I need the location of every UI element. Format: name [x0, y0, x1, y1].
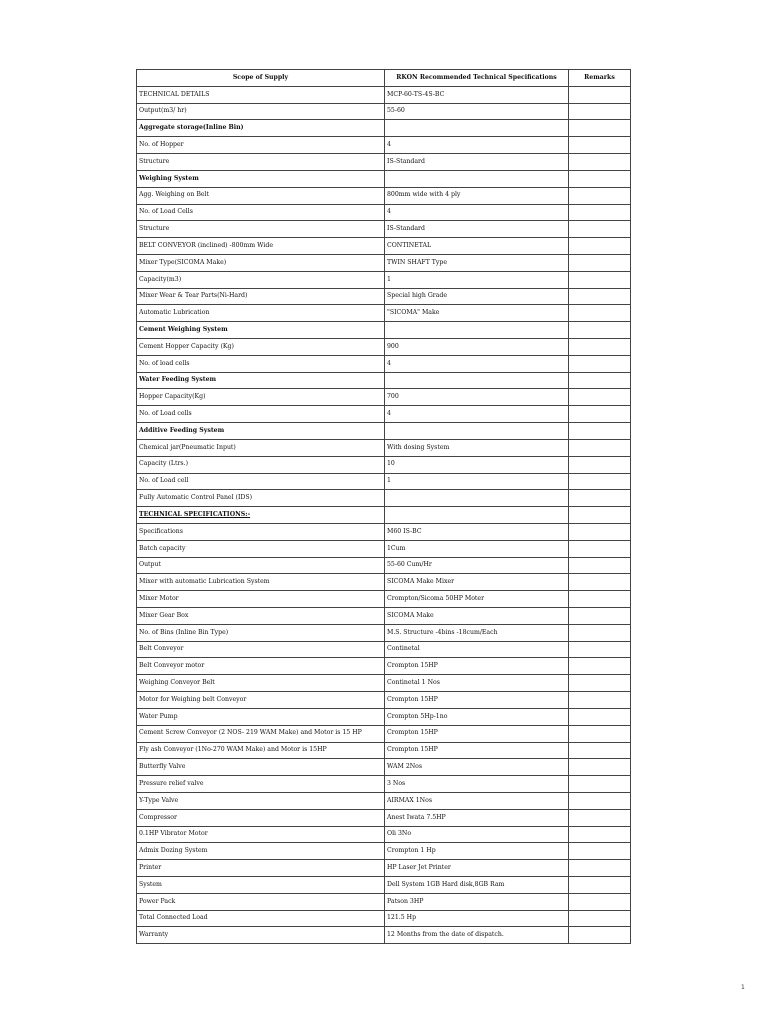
- remarks-cell: [569, 238, 631, 255]
- spec-cell: "SICOMA" Make: [385, 305, 569, 322]
- scope-cell: Aggregate storage(Inline Bin): [137, 120, 385, 137]
- remarks-cell: [569, 154, 631, 171]
- table-row: [137, 103, 631, 120]
- page-number: 1: [741, 984, 745, 991]
- header-scope-of-supply: Scope of Supply: [137, 70, 385, 87]
- scope-cell: Compressor: [137, 809, 385, 826]
- remarks-cell: [569, 423, 631, 440]
- scope-cell: Belt Conveyor motor: [137, 658, 385, 675]
- remarks-cell: [569, 692, 631, 709]
- spec-cell: M.S. Structure -4bins -18cum/Each: [385, 624, 569, 641]
- scope-cell: Agg. Weighing on Belt: [137, 187, 385, 204]
- spec-cell: Dell System 1GB Hard disk,8GB Ram: [385, 877, 569, 894]
- remarks-cell: [569, 809, 631, 826]
- scope-cell: Pressure relief valve: [137, 776, 385, 793]
- scope-cell: Cement Weighing System: [137, 322, 385, 339]
- spec-cell: Continetal 1 Nos: [385, 675, 569, 692]
- remarks-cell: [569, 658, 631, 675]
- spec-cell: [385, 170, 569, 187]
- spec-cell: With dosing System: [385, 439, 569, 456]
- remarks-cell: [569, 708, 631, 725]
- remarks-cell: [569, 137, 631, 154]
- remarks-cell: [569, 271, 631, 288]
- remarks-cell: [569, 406, 631, 423]
- table-row: [137, 288, 631, 305]
- scope-cell: Fully Automatic Control Panel (IDS): [137, 490, 385, 507]
- remarks-cell: [569, 170, 631, 187]
- remarks-cell: [569, 120, 631, 137]
- remarks-cell: [569, 910, 631, 927]
- scope-cell: Y-Type Valve: [137, 792, 385, 809]
- remarks-cell: [569, 254, 631, 271]
- spec-cell: 700: [385, 389, 569, 406]
- remarks-cell: [569, 86, 631, 103]
- table-row: [137, 675, 631, 692]
- table-row: [137, 120, 631, 137]
- table-row: [137, 776, 631, 793]
- scope-cell: Belt Conveyor: [137, 641, 385, 658]
- table-row: [137, 809, 631, 826]
- spec-cell: 1Cum: [385, 540, 569, 557]
- spec-cell: 4: [385, 137, 569, 154]
- spec-cell: SICOMA Make: [385, 608, 569, 625]
- scope-cell: Chemical jar(Pneumatic Input): [137, 439, 385, 456]
- remarks-cell: [569, 540, 631, 557]
- scope-cell: No. of Load cell: [137, 473, 385, 490]
- remarks-cell: [569, 221, 631, 238]
- scope-cell: Cement Screw Conveyor (2 NOS- 219 WAM Make) and Motor is 15 HP: [137, 725, 385, 742]
- scope-cell: Capacity(m3): [137, 271, 385, 288]
- scope-cell: Printer: [137, 860, 385, 877]
- table-row: [137, 456, 631, 473]
- scope-cell: Admix Dozing System: [137, 843, 385, 860]
- remarks-cell: [569, 776, 631, 793]
- spec-cell: [385, 507, 569, 524]
- spec-cell: AIRMAX 1Nos: [385, 792, 569, 809]
- spec-cell: MCP-60-TS-4S-BC: [385, 86, 569, 103]
- scope-cell: Hopper Capacity(Kg): [137, 389, 385, 406]
- remarks-cell: [569, 877, 631, 894]
- table-row: [137, 154, 631, 171]
- spec-cell: 55-60 Cum/Hr: [385, 557, 569, 574]
- remarks-cell: [569, 608, 631, 625]
- scope-cell: Power Pack: [137, 893, 385, 910]
- spec-cell: IS-Standard: [385, 221, 569, 238]
- scope-cell: Capacity (Ltrs.): [137, 456, 385, 473]
- spec-cell: 4: [385, 204, 569, 221]
- spec-cell: 1: [385, 271, 569, 288]
- scope-cell: Mixer with automatic Lubrication System: [137, 574, 385, 591]
- remarks-cell: [569, 826, 631, 843]
- table-row: [137, 238, 631, 255]
- table-body: [137, 86, 631, 943]
- remarks-cell: [569, 675, 631, 692]
- scope-cell: Cement Hopper Capacity (Kg): [137, 339, 385, 356]
- remarks-cell: [569, 456, 631, 473]
- table-row: [137, 608, 631, 625]
- scope-cell: 0.1HP Vibrator Motor: [137, 826, 385, 843]
- spec-cell: 10: [385, 456, 569, 473]
- table-row: [137, 927, 631, 944]
- scope-cell: Specifications: [137, 523, 385, 540]
- table-row: [137, 591, 631, 608]
- remarks-cell: [569, 893, 631, 910]
- table-row: [137, 339, 631, 356]
- remarks-cell: [569, 389, 631, 406]
- scope-cell: No. of load cells: [137, 355, 385, 372]
- table-row: [137, 843, 631, 860]
- spec-cell: Crompton 15HP: [385, 692, 569, 709]
- remarks-cell: [569, 339, 631, 356]
- remarks-cell: [569, 322, 631, 339]
- table-row: [137, 860, 631, 877]
- table-row: [137, 372, 631, 389]
- table-row: [137, 86, 631, 103]
- scope-cell: Weighing Conveyor Belt: [137, 675, 385, 692]
- table-row: [137, 406, 631, 423]
- spec-cell: Oli 3No: [385, 826, 569, 843]
- spec-cell: [385, 423, 569, 440]
- scope-cell: Output(m3/ hr): [137, 103, 385, 120]
- remarks-cell: [569, 843, 631, 860]
- table-row: [137, 725, 631, 742]
- scope-cell: Water Feeding System: [137, 372, 385, 389]
- spec-cell: [385, 120, 569, 137]
- scope-cell: Structure: [137, 221, 385, 238]
- spec-cell: 1: [385, 473, 569, 490]
- table-row: [137, 877, 631, 894]
- remarks-cell: [569, 507, 631, 524]
- specification-table: [136, 69, 631, 944]
- table-row: [137, 221, 631, 238]
- spec-cell: 4: [385, 406, 569, 423]
- scope-cell: No. of Hopper: [137, 137, 385, 154]
- remarks-cell: [569, 557, 631, 574]
- remarks-cell: [569, 624, 631, 641]
- scope-cell: Mixer Wear & Tear Parts(Ni-Hard): [137, 288, 385, 305]
- table-row: [137, 187, 631, 204]
- remarks-cell: [569, 355, 631, 372]
- spec-cell: Crompton 15HP: [385, 725, 569, 742]
- table-row: [137, 742, 631, 759]
- spec-cell: M60 IS-BC: [385, 523, 569, 540]
- table-row: [137, 624, 631, 641]
- table-row: [137, 254, 631, 271]
- spec-cell: 800mm wide with 4 ply: [385, 187, 569, 204]
- remarks-cell: [569, 439, 631, 456]
- remarks-cell: [569, 742, 631, 759]
- scope-cell: Weighing System: [137, 170, 385, 187]
- table-row: [137, 423, 631, 440]
- remarks-cell: [569, 574, 631, 591]
- table-row: [137, 910, 631, 927]
- scope-cell: BELT CONVEYOR (inclined) -800mm Wide: [137, 238, 385, 255]
- scope-cell: Mixer Motor: [137, 591, 385, 608]
- header-row: [137, 70, 631, 87]
- table-row: [137, 574, 631, 591]
- table-row: [137, 389, 631, 406]
- table-row: [137, 355, 631, 372]
- remarks-cell: [569, 204, 631, 221]
- table-row: [137, 473, 631, 490]
- spec-cell: 4: [385, 355, 569, 372]
- spec-cell: [385, 490, 569, 507]
- table-row: [137, 540, 631, 557]
- scope-cell: Automatic Lubrication: [137, 305, 385, 322]
- spec-cell: Crompton 1 Hp: [385, 843, 569, 860]
- remarks-cell: [569, 792, 631, 809]
- scope-cell: Mixer Type(SICOMA Make): [137, 254, 385, 271]
- scope-cell: Total Connected Load: [137, 910, 385, 927]
- table-row: [137, 170, 631, 187]
- spec-cell: WAM 2Nos: [385, 759, 569, 776]
- remarks-cell: [569, 288, 631, 305]
- remarks-cell: [569, 759, 631, 776]
- scope-cell: Warranty: [137, 927, 385, 944]
- spec-cell: Anest Iwata 7.5HP: [385, 809, 569, 826]
- table-row: [137, 641, 631, 658]
- scope-cell: Fly ash Conveyor (1No-270 WAM Make) and Motor is 15HP: [137, 742, 385, 759]
- remarks-cell: [569, 305, 631, 322]
- spec-cell: Crompton 15HP: [385, 742, 569, 759]
- remarks-cell: [569, 591, 631, 608]
- scope-cell: No. of Bins (Inline Bin Type): [137, 624, 385, 641]
- scope-cell: No. of Load cells: [137, 406, 385, 423]
- spec-cell: 3 Nos: [385, 776, 569, 793]
- spec-cell: HP Laser Jet Printer: [385, 860, 569, 877]
- table-row: [137, 759, 631, 776]
- scope-cell: Batch capacity: [137, 540, 385, 557]
- remarks-cell: [569, 103, 631, 120]
- spec-cell: [385, 322, 569, 339]
- scope-cell: Structure: [137, 154, 385, 171]
- table-row: [137, 137, 631, 154]
- table-row: [137, 893, 631, 910]
- remarks-cell: [569, 725, 631, 742]
- spec-cell: 121.5 Hp: [385, 910, 569, 927]
- spec-cell: 900: [385, 339, 569, 356]
- scope-cell: TECHNICAL SPECIFICATIONS:-: [137, 507, 385, 524]
- spec-cell: TWIN SHAFT Type: [385, 254, 569, 271]
- table-row: [137, 692, 631, 709]
- table-row: [137, 523, 631, 540]
- spec-cell: IS-Standard: [385, 154, 569, 171]
- scope-cell: TECHNICAL DETAILS: [137, 86, 385, 103]
- table-row: [137, 271, 631, 288]
- remarks-cell: [569, 860, 631, 877]
- table-row: [137, 792, 631, 809]
- table-row: [137, 322, 631, 339]
- spec-cell: Continetal: [385, 641, 569, 658]
- spec-cell: Patson 3HP: [385, 893, 569, 910]
- scope-cell: Motor for Weighing belt Conveyor: [137, 692, 385, 709]
- table-row: [137, 204, 631, 221]
- header-recommended-specifications: RKON Recommended Technical Specifications: [385, 70, 569, 87]
- spec-cell: Crompton 5Hp-1no: [385, 708, 569, 725]
- table-row: [137, 658, 631, 675]
- remarks-cell: [569, 473, 631, 490]
- scope-cell: Butterfly Valve: [137, 759, 385, 776]
- scope-cell: Additive Feeding System: [137, 423, 385, 440]
- spec-cell: 55-60: [385, 103, 569, 120]
- spec-cell: 12 Months from the date of dispatch.: [385, 927, 569, 944]
- remarks-cell: [569, 927, 631, 944]
- table-row: [137, 826, 631, 843]
- table-row: [137, 305, 631, 322]
- remarks-cell: [569, 490, 631, 507]
- remarks-cell: [569, 187, 631, 204]
- scope-cell: Output: [137, 557, 385, 574]
- header-remarks: Remarks: [569, 70, 631, 87]
- spec-cell: SICOMA Make Mixer: [385, 574, 569, 591]
- table-row: [137, 708, 631, 725]
- remarks-cell: [569, 641, 631, 658]
- scope-cell: Water Pump: [137, 708, 385, 725]
- table-row: [137, 439, 631, 456]
- spec-cell: Crompton/Sicoma 50HP Moter: [385, 591, 569, 608]
- remarks-cell: [569, 523, 631, 540]
- spec-cell: CONTINETAL: [385, 238, 569, 255]
- table-row: [137, 490, 631, 507]
- remarks-cell: [569, 372, 631, 389]
- spec-cell: Special high Grade: [385, 288, 569, 305]
- table-row: [137, 557, 631, 574]
- scope-cell: No. of Load Cells: [137, 204, 385, 221]
- spec-cell: Crompton 15HP: [385, 658, 569, 675]
- table-row: [137, 507, 631, 524]
- scope-cell: Mixer Gear Box: [137, 608, 385, 625]
- scope-cell: System: [137, 877, 385, 894]
- spec-cell: [385, 372, 569, 389]
